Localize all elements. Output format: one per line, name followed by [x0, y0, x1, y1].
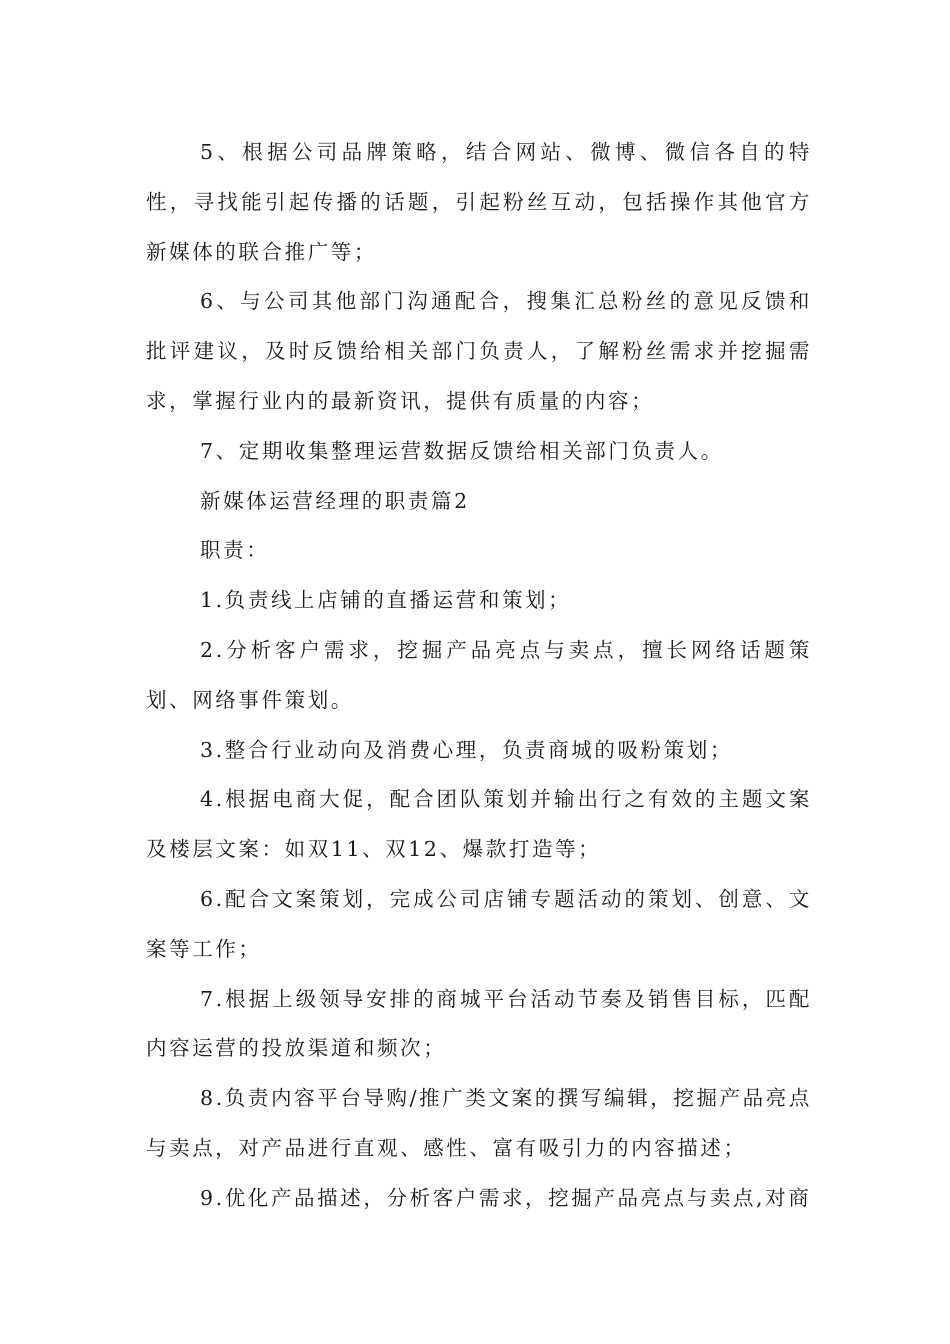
duty-item-6: 6.配合文案策划，完成公司店铺专题活动的策划、创意、文案等工作； [146, 886, 812, 961]
duty-item-4: 4.根据电商大促，配合团队策划并输出行之有效的主题文案及楼层文案：如双11、双12、爆款打造等； [146, 787, 812, 862]
duty-item-1: 1.负责线上店铺的直播运营和策划； [200, 588, 572, 613]
section-heading: 新媒体运营经理的职责篇2 [200, 488, 470, 513]
duty-item-3: 3.整合行业动向及消费心理，负责商城的吸粉策划； [200, 737, 733, 762]
duty-item-2: 2.分析客户需求，挖掘产品亮点与卖点，擅长网络话题策划、网络事件策划。 [146, 637, 812, 712]
responsibilities-label: 职责： [200, 538, 270, 563]
paragraph-item-5: 5、根据公司品牌策略，结合网站、微博、微信各自的特性，寻找能引起传播的话题，引起粉丝互动，包括操作其他官方新媒体的联合推广等； [146, 140, 812, 264]
paragraph-item-6: 6、与公司其他部门沟通配合，搜集汇总粉丝的意见反馈和批评建议，及时反馈给相关部门负责人，了解粉丝需求并挖掘需求，掌握行业内的最新资讯，提供有质量的内容； [146, 289, 812, 413]
document-body [146, 128, 812, 1224]
paragraph-item-7: 7、定期收集整理运营数据反馈给相关部门负责人。 [200, 438, 724, 463]
duty-item-7: 7.根据上级领导安排的商城平台活动节奏及销售目标，匹配内容运营的投放渠道和频次； [146, 986, 812, 1061]
duty-item-8: 8.负责内容平台导购/推广类文案的撰写编辑，挖掘产品亮点与卖点，对产品进行直观、感性、富有吸引力的内容描述； [146, 1086, 812, 1160]
duty-item-9: 9.优化产品描述，分析客户需求，挖掘产品亮点与卖点,对商 [200, 1185, 812, 1210]
